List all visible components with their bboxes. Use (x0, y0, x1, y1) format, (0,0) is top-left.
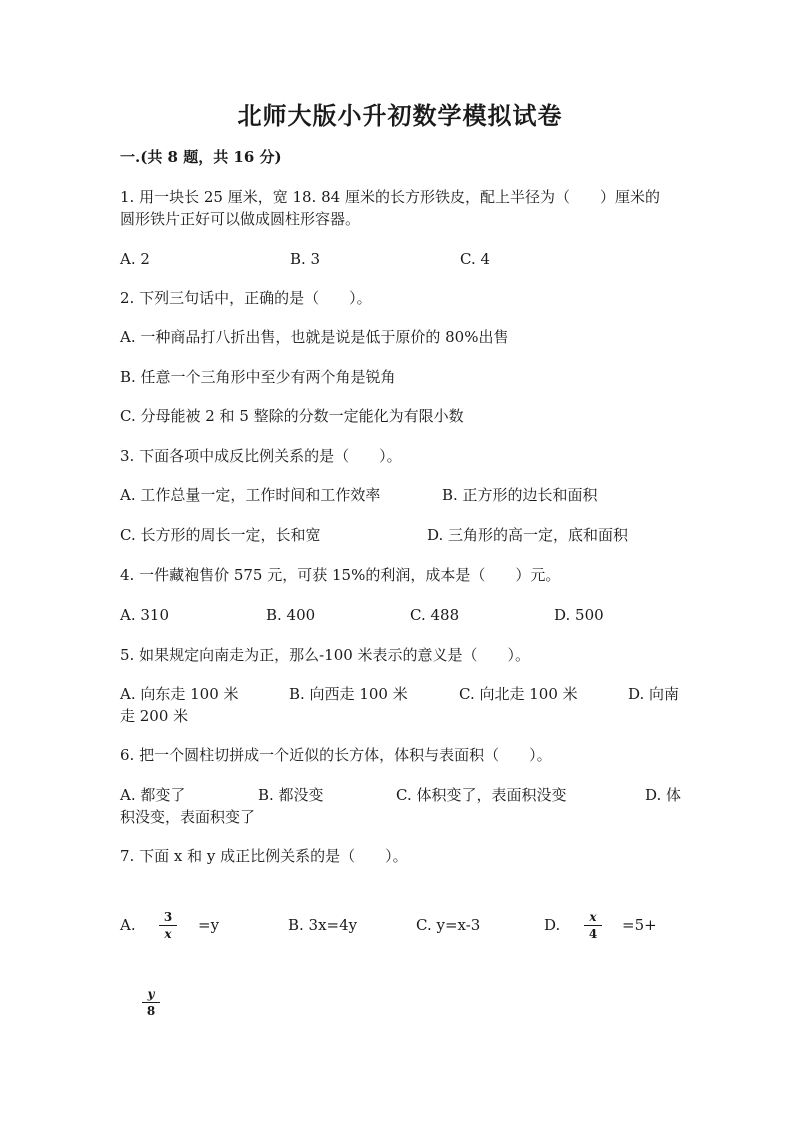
q2-option-b: B. 任意一个三角形中至少有两个角是锐角 (120, 368, 396, 386)
fraction-numerator: y (147, 987, 155, 1001)
q7-option-d-label: D. (544, 916, 561, 934)
exam-title: 北师大版小升初数学模拟试卷 (237, 101, 563, 130)
question-2-text: 2. 下列三句话中，正确的是（ ）。 (120, 289, 372, 307)
q7-fraction-y-over-8 (141, 987, 161, 1018)
q7-option-c: C. y=x-3 (416, 916, 481, 934)
q6-option-d: D. 体 (645, 786, 682, 804)
q3-option-d: D. 三角形的高一定，底和面积 (427, 526, 629, 544)
fraction-numerator: x (589, 910, 597, 924)
q5-option-b: B. 向西走 100 米 (289, 685, 408, 703)
question-1-text: 1. 用一块长 25 厘米，宽 18. 84 厘米的长方形铁皮，配上半径为（ ）厘米的 (120, 188, 660, 206)
q5-option-c: C. 向北走 100 米 (459, 685, 578, 703)
fraction-denominator: x (164, 927, 172, 941)
question-4-text: 4. 一件藏袍售价 575 元，可获 15%的利润，成本是（ ）元。 (120, 566, 561, 584)
fraction-bar (584, 925, 602, 926)
q7-option-a-label: A. (120, 916, 136, 934)
q6-option-a: A. 都变了 (120, 786, 186, 804)
q4-option-b: B. 400 (266, 606, 316, 624)
question-6-text: 6. 把一个圆柱切拼成一个近似的长方体，体积与表面积（ ）。 (120, 746, 552, 764)
fraction-denominator: 8 (146, 1004, 156, 1018)
q7-option-a-rest: =y (198, 916, 220, 934)
section-header: 一.(共 8 题，共 16 分) (120, 148, 282, 166)
q4-option-d: D. 500 (554, 606, 604, 624)
q2-option-c: C. 分母能被 2 和 5 整除的分数一定能化为有限小数 (120, 407, 464, 425)
q3-option-c: C. 长方形的周长一定，长和宽 (120, 526, 321, 544)
q6-option-d-cont: 积没变，表面积变了 (120, 808, 256, 826)
q7-option-b: B. 3x=4y (288, 916, 358, 934)
q5-option-d: D. 向南 (628, 685, 680, 703)
q4-option-c: C. 488 (410, 606, 460, 624)
question-1-text-cont: 圆形铁片正好可以做成圆柱形容器。 (120, 210, 361, 228)
q3-option-b: B. 正方形的边长和面积 (442, 486, 598, 504)
q2-option-a: A. 一种商品打八折出售，也就是说是低于原价的 80%出售 (120, 328, 509, 346)
question-3-text: 3. 下面各项中成反比例关系的是（ ）。 (120, 447, 402, 465)
q1-option-b: B. 3 (290, 250, 321, 268)
fraction-denominator: 4 (588, 927, 598, 941)
question-5-text: 5. 如果规定向南走为正，那么-100 米表示的意义是（ ）。 (120, 646, 531, 664)
q5-option-a: A. 向东走 100 米 (120, 685, 239, 703)
q7-fraction-3-over-x (158, 910, 178, 941)
q7-fraction-x-over-4 (583, 910, 603, 941)
q6-option-b: B. 都没变 (258, 786, 324, 804)
q5-option-d-cont: 走 200 米 (120, 707, 189, 725)
question-7-text: 7. 下面 x 和 y 成正比例关系的是（ ）。 (120, 847, 408, 865)
q1-option-a: A. 2 (120, 250, 150, 268)
q1-option-c: C. 4 (460, 250, 491, 268)
q6-option-c: C. 体积变了，表面积没变 (396, 786, 567, 804)
q4-option-a: A. 310 (120, 606, 169, 624)
fraction-bar (142, 1002, 160, 1003)
fraction-bar (159, 925, 177, 926)
fraction-numerator: 3 (163, 910, 173, 924)
q3-option-a: A. 工作总量一定，工作时间和工作效率 (120, 486, 381, 504)
q7-option-d-rest: =5+ (622, 916, 657, 934)
